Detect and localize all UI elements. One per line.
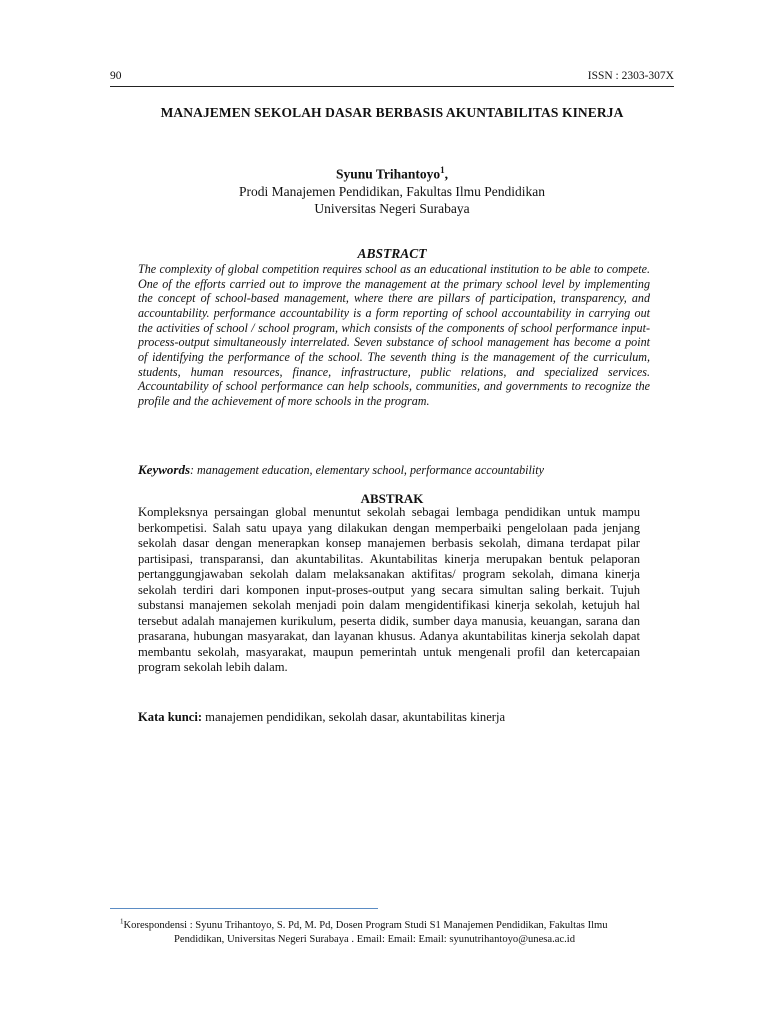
author-block [110,162,674,217]
paper-title: MANAJEMEN SEKOLAH DASAR BERBASIS AKUNTABILITAS KINERJA [160,105,624,120]
abstract-heading: ABSTRACT [357,246,427,261]
footnote [120,914,672,947]
author-affiliation-university: Universitas Negeri Surabaya [314,200,470,216]
kata-kunci-text: manajemen pendidikan, sekolah dasar, akuntabilitas kinerja [202,710,506,724]
author-affiliation-department: Prodi Manajemen Pendidikan, Fakultas Ilmu Pendidikan [239,183,545,199]
footnote-line-1-text: Korespondensi : Syunu Trihantoyo, S. Pd, M. Pd, Dosen Program Studi S1 Manajemen Pendidikan, Fakultas Ilmu [123,919,608,931]
keywords-label: Keywords [138,462,190,477]
abstract-body: The complexity of global competition requires school as an educational institution to be able to compete. One of the efforts carried out to improve the management at the primary school level by implementing the concept of school-based management, where there are pillars of participation, transparency, and accountability. performance accountability is a form reporting of school accountability in carrying out the activities of school / school program, which consists of the components of school performance input-process-output simultaneously interrelated. Seven substance of school management has become a point of identifying the performance of the school. The seventh thing is the management of the curriculum, students, human resources, finance, infrastructure, public relations, and specialized services. Accountability of school performance can help schools, communities, and governments to recognize the profile and the achievement of more schools in the program. [138,262,650,408]
keywords-line [138,462,658,478]
keywords-text: : management education, elementary school, performance accountability [190,463,544,477]
footnote-marker: 1 [120,917,124,925]
author-superscript: 1 [440,165,445,175]
abstrak-body: Kompleksnya persaingan global menuntut sekolah sebagai lembaga pendidikan untuk mampu berkompetisi. Salah satu upaya yang dilakukan dengan memperbaiki pengelolaan pada jenjang sekolah dasar dengan menerapkan konsep manajemen berbasis sekolah, dimana terdapat pilar partisipasi, transparansi, dan akuntabilitas. Akuntabilitas kinerja merupakan bentuk pelaporan pertanggungjawaban sekolah dalam melaksanakan aktifitas/ program sekolah, dimana kinerja sekolah terdiri dari komponen input-proses-output yang secara simultan saling berkait. Tujuh substansi manajemen sekolah menjadi poin dalam mengidentifikasi kinerja sekolah, ketujuh hal tersebut adalah manajemen kurikulum, peserta didik, sumber daya manusia, keuangan, sarana dan prasarana, hubungan masyarakat, dan layanan khusus. Adanya akuntabilitas kinerja sekolah dapat membantu sekolah, masyarakat, maupun pemerintah untuk mengenali profil dan ketercapaian program sekolah lebih dalam. [138,505,640,675]
footnote-line-1 [120,917,608,931]
abstrak-heading: ABSTRAK [360,491,424,506]
footnote-divider [110,908,378,909]
kata-kunci-label: Kata kunci: [138,710,203,724]
author-trailing-comma: , [444,166,449,182]
footnote-line-2: Pendidikan, Universitas Negeri Surabaya . Email: Email: Email: syunutrihantoyo@unesa.ac.id [174,933,576,945]
author-name [110,162,674,183]
kata-kunci-line [138,710,658,725]
issn-label: ISSN : 2303-307X [587,70,674,82]
page-number: 90 [110,70,122,82]
running-header [110,70,674,87]
author-name-text: Syunu Trihantoyo [335,166,441,182]
